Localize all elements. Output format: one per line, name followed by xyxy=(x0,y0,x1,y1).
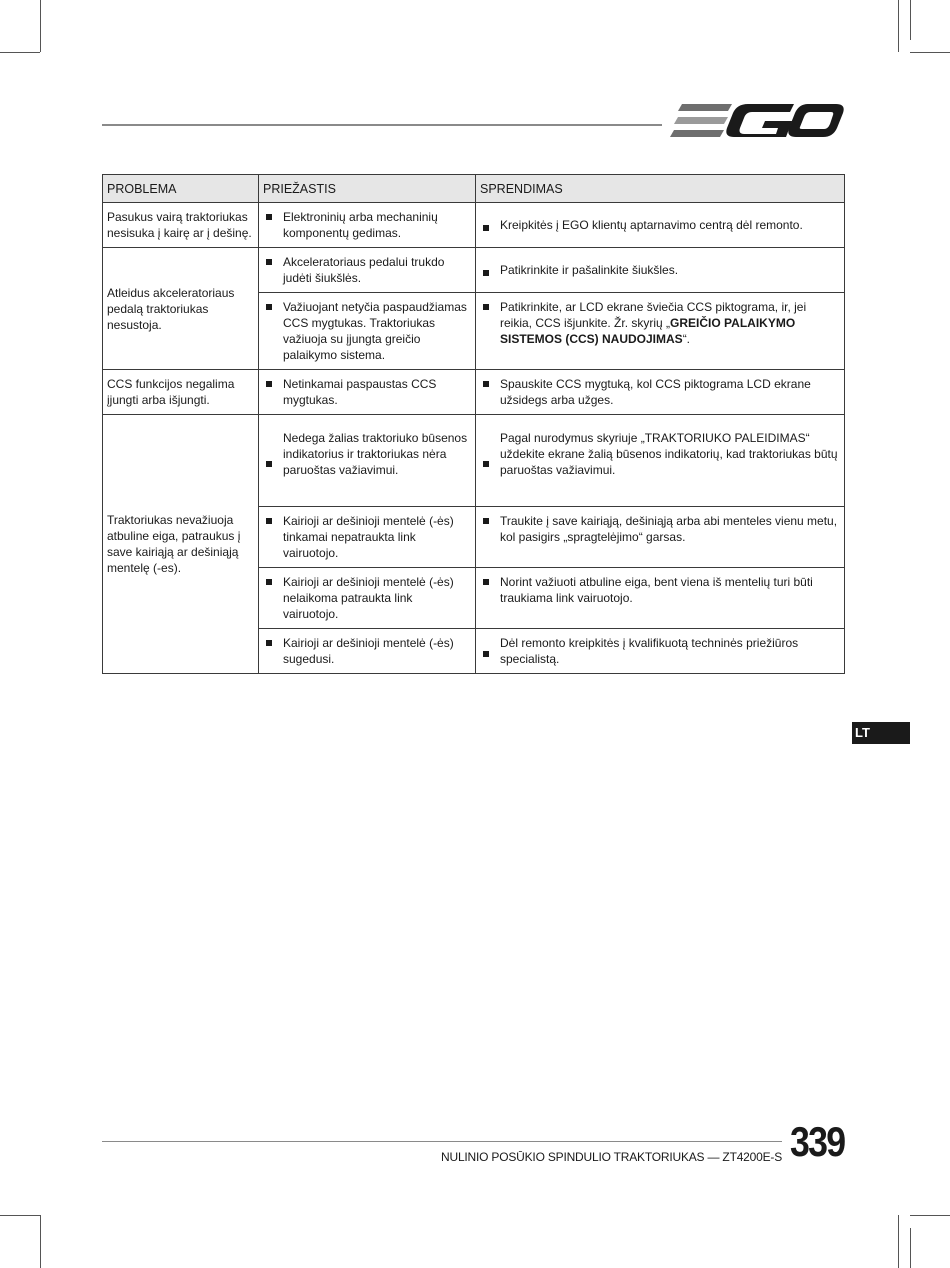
cause-cell: Nedega žalias traktoriuko būsenos indikatorius ir traktoriukas nėra paruoštas važiavimui. xyxy=(259,415,476,507)
table-row xyxy=(103,370,845,415)
header-rule xyxy=(102,124,662,126)
crop-mark xyxy=(40,0,41,52)
cause-cell: Kairioji ar dešinioji mentelė (-ės) sugedusi. xyxy=(259,629,476,674)
problem-cell: Pasukus vairą traktoriukas nesisuka į kairę ar į dešinę. xyxy=(103,203,259,248)
solution-text: Patikrinkite, ar LCD ekrane šviečia CCS piktograma, ir, jei reikia, CCS išjunkite. Žr. skyrių „ xyxy=(500,300,807,330)
problem-cell: Traktoriukas nevažiuoja atbuline eiga, patraukus į save kairiąją ar dešiniąją mentelę (-es). xyxy=(103,415,259,674)
solution-reference: GREIČIO PALAIKYMO SISTEMOS (CCS) NAUDOJIMAS xyxy=(500,316,796,346)
crop-mark xyxy=(910,1215,950,1216)
page-number: 339 xyxy=(790,1118,845,1165)
solution-cell: Traukite į save kairiąją, dešiniąją arba abi menteles vienu metu, kol pasigirs „spragtelėjimo“ garsas. xyxy=(476,507,845,568)
solution-cell: Kreipkitės į EGO klientų aptarnavimo centrą dėl remonto. xyxy=(476,203,845,248)
cause-cell: Kairioji ar dešinioji mentelė (-ės) tinkamai nepatraukta link vairuotojo. xyxy=(259,507,476,568)
table-row xyxy=(103,203,845,248)
solution-cell: Norint važiuoti atbuline eiga, bent viena iš mentelių turi būti traukiama link vairuotojo. xyxy=(476,568,845,629)
crop-mark xyxy=(910,1228,911,1268)
solution-cell: Spauskite CCS mygtuką, kol CCS piktograma LCD ekrane užsidegs arba užges. xyxy=(476,370,845,415)
cause-cell: Netinkamai paspaustas CCS mygtukas. xyxy=(259,370,476,415)
crop-mark xyxy=(898,0,899,52)
crop-mark xyxy=(910,0,911,40)
crop-mark xyxy=(910,52,950,53)
table-row xyxy=(103,248,845,293)
troubleshooting-table xyxy=(102,174,845,674)
solution-cell: Pagal nurodymus skyriuje „TRAKTORIUKO PALEIDIMAS“ uždekite ekrane žalią būsenos indikatorių, kad traktoriukas būtų paruoštas važiavimui. xyxy=(476,415,845,507)
cause-cell: Važiuojant netyčia paspaudžiamas CCS mygtukas. Traktoriukas važiuoja su įjungta greičio palaikymo sistema. xyxy=(259,293,476,370)
solution-cell xyxy=(476,293,845,370)
header-cause: PRIEŽASTIS xyxy=(259,175,476,203)
cause-cell: Kairioji ar dešinioji mentelė (-ės) nelaikoma patraukta link vairuotojo. xyxy=(259,568,476,629)
solution-cell: Patikrinkite ir pašalinkite šiukšles. xyxy=(476,248,845,293)
ego-logo xyxy=(670,100,845,146)
problem-cell: Atleidus akceleratoriaus pedalą traktoriukas nesustoja. xyxy=(103,248,259,370)
crop-mark xyxy=(40,1215,41,1268)
crop-mark xyxy=(0,1215,40,1216)
crop-mark xyxy=(0,52,40,53)
footer-rule xyxy=(102,1141,782,1142)
language-tab: LT xyxy=(852,722,910,744)
crop-mark xyxy=(898,1215,899,1268)
cause-cell: Akceleratoriaus pedalui trukdo judėti šiukšlės. xyxy=(259,248,476,293)
table-header-row xyxy=(103,175,845,203)
table-row xyxy=(103,415,845,507)
cause-cell: Elektroninių arba mechaninių komponentų gedimas. xyxy=(259,203,476,248)
footer-title: NULINIO POSŪKIO SPINDULIO TRAKTORIUKAS — ZT4200E-S xyxy=(441,1150,782,1164)
solution-text: “. xyxy=(682,332,691,346)
solution-cell: Dėl remonto kreipkitės į kvalifikuotą techninės priežiūros specialistą. xyxy=(476,629,845,674)
problem-cell: CCS funkcijos negalima įjungti arba išjungti. xyxy=(103,370,259,415)
header-problem: PROBLEMA xyxy=(103,175,259,203)
header-solution: SPRENDIMAS xyxy=(476,175,845,203)
